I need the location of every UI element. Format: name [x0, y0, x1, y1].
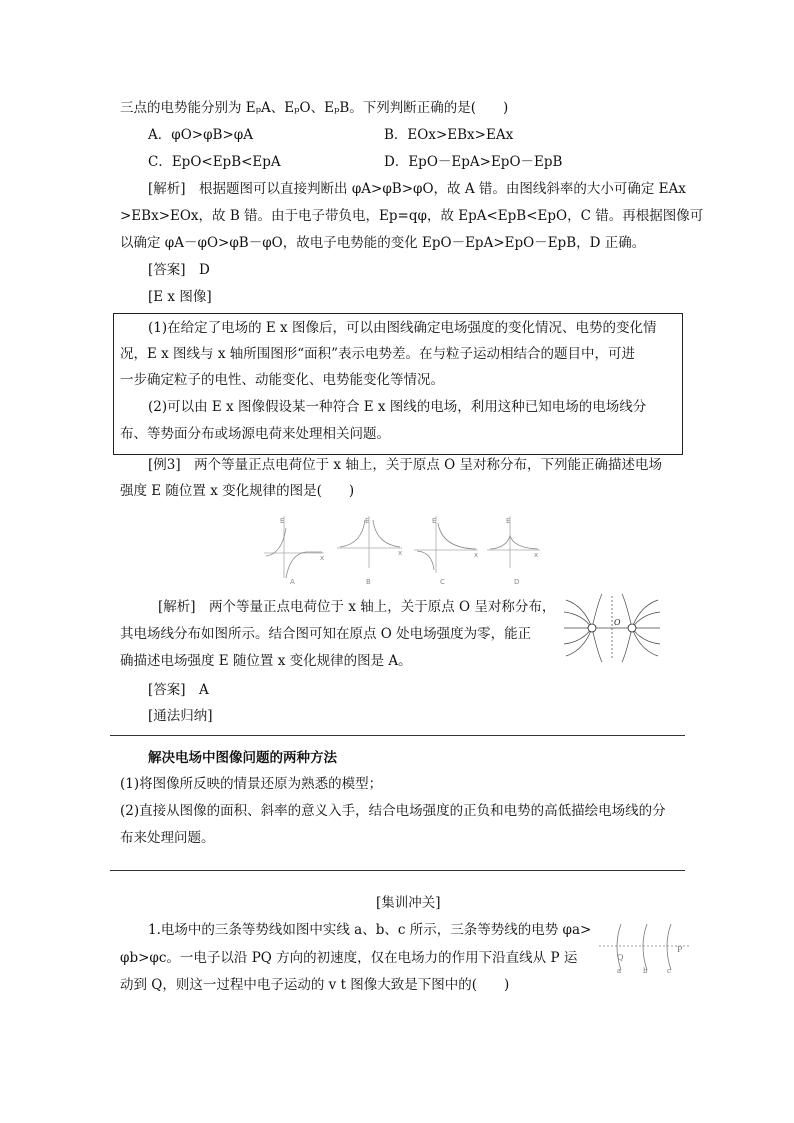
field-lines-figure	[562, 592, 662, 664]
note-line-4: (2)可以由 E x 图像假设某一种符合 E x 图线的电场，利用这种已知电场的电场线分	[148, 399, 647, 415]
graph-label-c: C	[440, 578, 445, 586]
analysis-line-6: 确描述电场强度 E 随位置 x 变化规律的图是 A。	[120, 653, 412, 669]
note-line-2: 况，E x 图线与 x 轴所围图形“面积”表示电势差。在与粒子运动相结合的题目中，可进	[120, 346, 636, 362]
question-1-line-2: φb>φc。一电子以沿 PQ 方向的初速度，仅在电场力的作用下沿直线从 P 运	[120, 950, 578, 966]
analysis-line-3: 以确定 φA－φO>φB－φO，故电子电势能的变化 EpO－EpA>EpO－EpB，D 正确。	[120, 235, 646, 251]
note-line-3: 一步确定粒子的电性、动能变化、电势能变化等情况。	[120, 372, 444, 388]
svg-text:x: x	[398, 549, 403, 557]
b-label: b	[643, 967, 648, 975]
option-b: B．EOx>EBx>EAx	[384, 127, 514, 143]
answer-2: [答案] A	[148, 682, 209, 698]
answer-1: [答案] D	[148, 262, 210, 278]
svg-text:E: E	[280, 517, 285, 525]
svg-text:E: E	[506, 517, 511, 525]
analysis-line-4: [解析] 两个等量正点电荷位于 x 轴上，关于原点 O 呈对称分布，	[158, 599, 556, 615]
question-tail: 三点的电势能分别为 EₚA、EₚO、EₚB。下列判断正确的是( )	[120, 100, 509, 116]
note-line-5: 布、等势面分布或场源电荷来处理相关问题。	[120, 426, 390, 442]
graph-label-a: A	[290, 578, 295, 586]
analysis-line-2: >EBx>EOx，故 B 错。由于电子带负电，Ep=qφ，故 EpA<EpB<EpO，C 错。再根据图像可	[120, 208, 704, 224]
q-label: Q	[617, 953, 624, 962]
divider-bottom	[110, 870, 685, 871]
analysis-line-1: [解析] 根据题图可以直接判断出 φA>φB>φO，故 A 错。由图线斜率的大小可确定 EAx	[148, 181, 686, 197]
method-summary-label: [通法归纳]	[148, 708, 213, 724]
question-1-line-1: 1.电场中的三条等势线如图中实线 a、b、c 所示，三条等势线的电势 φa>	[148, 922, 592, 938]
methods-title: 解决电场中图像问题的两种方法	[148, 750, 337, 766]
example-3-line-1: [例3] 两个等量正点电荷位于 x 轴上，关于原点 O 呈对称分布，下列能正确描述电场	[148, 457, 662, 473]
question-1-line-3: 动到 Q，则这一过程中电子运动的 v t 图像大致是下图中的( )	[120, 977, 510, 993]
c-label: c	[667, 967, 671, 975]
option-c: C．EpO<EpB<EpA	[148, 154, 281, 170]
option-a: A．φO>φB>φA	[148, 127, 253, 143]
example-3-line-2: 强度 E 随位置 x 变化规律的图是( )	[120, 483, 355, 499]
practice-heading: [集训冲关]	[376, 895, 441, 911]
svg-text:x: x	[474, 551, 479, 559]
option-d: D．EpO－EpA>EpO－EpB	[384, 154, 563, 170]
graph-label-b: B	[366, 578, 371, 586]
origin-label: O	[614, 618, 621, 627]
method-2: (2)直接从图像的面积、斜率的意义入手，结合电场强度的正负和电势的高低描绘电场线的分	[120, 803, 666, 819]
svg-text:E: E	[365, 517, 370, 525]
svg-text:E: E	[432, 517, 437, 525]
analysis-line-5: 其电场线分布如图所示。结合图可知在原点 O 处电场强度为零，能正	[120, 626, 532, 642]
graph-label-d: D	[514, 578, 520, 586]
method-3: 布来处理问题。	[120, 830, 215, 846]
a-label: a	[617, 967, 622, 975]
note-line-1: (1)在给定了电场的 E x 图像后，可以由图线确定电场强度的变化情况、电势的变化情	[148, 320, 657, 336]
svg-text:x: x	[320, 554, 325, 562]
method-1: (1)将图像所反映的情景还原为熟悉的模型；	[120, 776, 383, 792]
p-label: P	[677, 945, 683, 954]
equipotential-figure	[597, 920, 692, 975]
divider-top	[110, 735, 685, 736]
ex-graphs-figure	[262, 508, 542, 588]
svg-text:x: x	[534, 551, 539, 559]
section-title-ex: [E x 图像]	[148, 289, 212, 305]
